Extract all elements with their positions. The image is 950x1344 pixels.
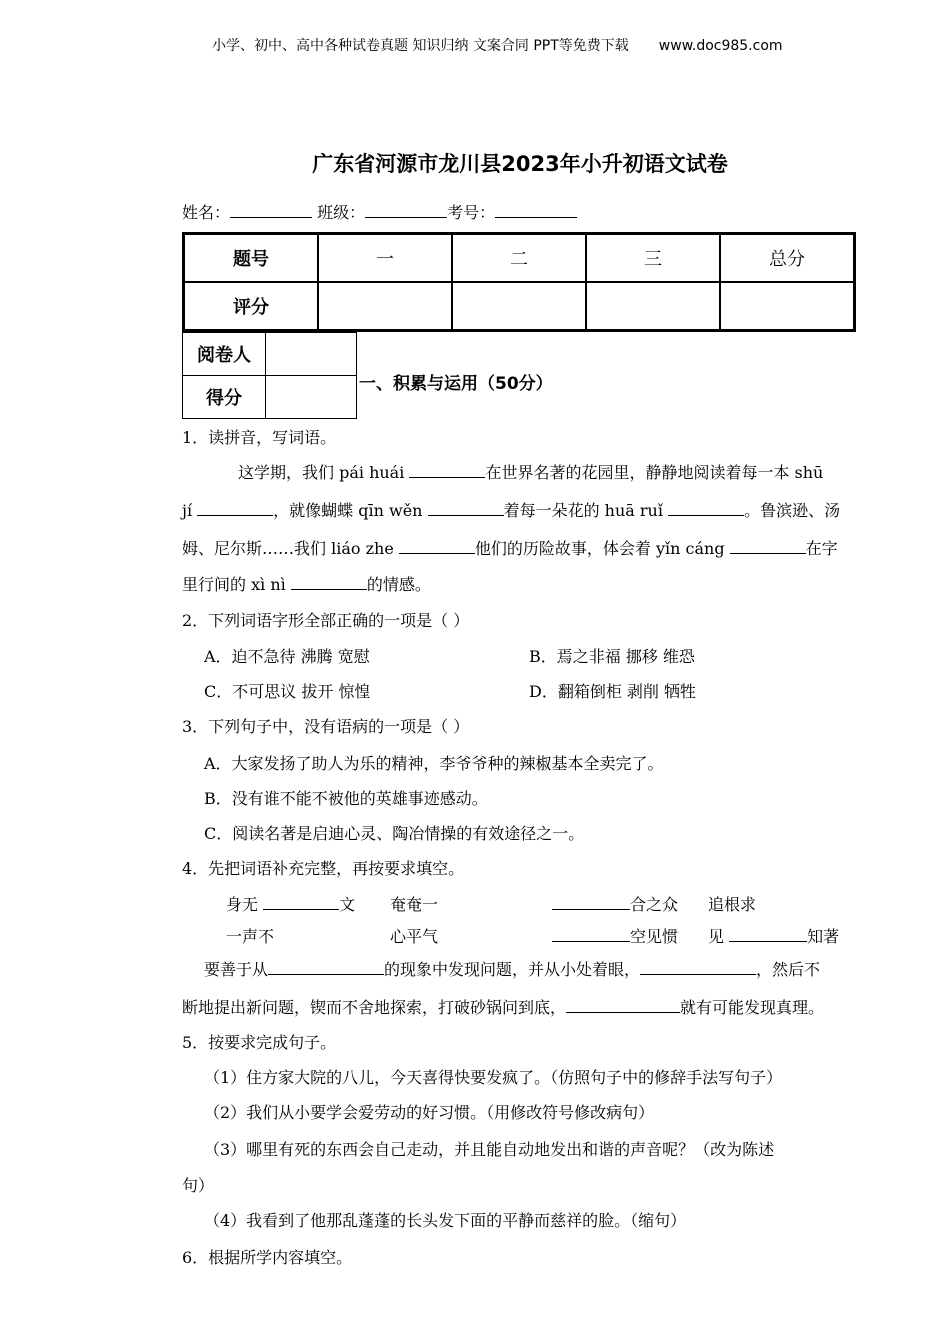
q4-paragraph-line-1: [204, 957, 820, 980]
grader-label: 阅卷人: [183, 333, 266, 376]
grader-score-cell[interactable]: [266, 376, 357, 419]
q4-word: [708, 924, 839, 947]
q4-text: 要善于从: [204, 960, 269, 979]
q4-text: 空见惯: [630, 927, 679, 946]
score-cell[interactable]: [452, 282, 586, 330]
score-header-row: [184, 234, 854, 282]
id-label: 考号：: [447, 203, 496, 222]
q1-text: 在世界名著的花园里，静静地阅读着每一本 shū: [485, 463, 824, 482]
q1-text: 的情感。: [366, 575, 431, 594]
q1-text: jí: [182, 501, 198, 520]
q4-text: 的现象中发现问题，并从小处着眼，: [384, 960, 641, 979]
q5-item-3: （3）哪里有死的东西会自己走动，并且能自动地发出和谐的声音呢？（改为陈述: [204, 1140, 775, 1159]
q1-text: ，就像蝴蝶 qīn wěn: [273, 501, 428, 520]
grader-cell[interactable]: [266, 333, 357, 376]
q5-item-3-cont: 句）: [182, 1176, 215, 1195]
q4-word: [552, 892, 678, 915]
q1-line-2: [182, 498, 840, 521]
q4-text: 知著: [807, 927, 840, 946]
q1-text: 。鲁滨逊、汤: [744, 501, 841, 520]
q2-option-d[interactable]: D．翻箱倒柜 剥削 牺牲: [529, 682, 697, 701]
q4-word: 追根求: [708, 895, 757, 914]
q4-word: [226, 892, 355, 915]
grader-table: [182, 332, 357, 419]
q5-stem: 5．按要求完成句子。: [182, 1033, 337, 1052]
q5-item-4: （4）我看到了他那乱蓬蓬的长头发下面的平静而慈祥的脸。（缩句）: [204, 1211, 687, 1230]
q4-text: 断地提出新问题，锲而不舍地探索，打破砂锅问到底，: [182, 998, 567, 1017]
section-1-title: 一、积累与运用（50分）: [359, 374, 553, 394]
header-text: 小学、初中、高中各种试卷真题 知识归纳 文案合同 PPT等免费下载: [212, 38, 629, 54]
answer-blank[interactable]: [730, 536, 806, 554]
q1-text: 姆、尼尔斯……我们 liáo zhe: [182, 539, 399, 558]
score-label-cell: 评分: [184, 282, 318, 330]
q3-option-a[interactable]: A．大家发扬了助人为乐的精神，李爷爷种的辣椒基本全卖完了。: [204, 754, 664, 773]
name-label: 姓名：: [182, 203, 231, 222]
name-blank[interactable]: [230, 200, 312, 218]
answer-blank[interactable]: [268, 957, 384, 975]
q6-stem: 6．根据所学内容填空。: [182, 1248, 353, 1267]
score-header-cell: 总分: [720, 234, 854, 282]
grader-row: [183, 333, 357, 376]
score-table: [182, 232, 856, 332]
answer-blank[interactable]: [566, 995, 680, 1013]
q4-word: 心平气: [390, 927, 439, 946]
q3-option-c[interactable]: C．阅读名著是启迪心灵、陶冶情操的有效途径之一。: [204, 824, 585, 843]
q4-text: ，然后不: [756, 960, 821, 979]
q3-option-b[interactable]: B．没有谁不能不被他的英雄事迹感动。: [204, 789, 488, 808]
q4-text: 身无: [226, 895, 264, 914]
q2-option-a[interactable]: A．迫不急待 沸腾 宽慰: [204, 647, 370, 666]
answer-blank[interactable]: [428, 498, 504, 516]
header-site: www.doc985.com: [658, 38, 783, 54]
score-cell[interactable]: [586, 282, 720, 330]
q4-text: 就有可能发现真理。: [680, 998, 825, 1017]
q5-item-2: （2）我们从小要学会爱劳动的好习惯。（用修改符号修改病句）: [204, 1103, 655, 1122]
class-blank[interactable]: [365, 200, 447, 218]
q4-word: 奄奄一: [390, 895, 439, 914]
q4-paragraph-line-2: [182, 995, 824, 1018]
q1-line-4: [182, 572, 431, 595]
score-header-cell: 题号: [184, 234, 318, 282]
q1-text: 在字: [805, 539, 838, 558]
answer-blank[interactable]: [640, 957, 756, 975]
q1-text: 着每一朵花的 huā ruǐ: [503, 501, 669, 520]
answer-blank[interactable]: [552, 892, 630, 910]
student-info: [182, 200, 577, 223]
exam-title: 广东省河源市龙川县2023年小升初语文试卷: [312, 152, 728, 176]
class-label: 班级：: [317, 203, 366, 222]
id-blank[interactable]: [495, 200, 577, 218]
q4-text: 合之众: [630, 895, 679, 914]
q1-line-1: [238, 460, 823, 483]
q1-text: 这学期，我们 pái huái: [238, 463, 410, 482]
q4-stem: 4．先把词语补充完整，再按要求填空。: [182, 859, 465, 878]
score-header-cell: 二: [452, 234, 586, 282]
score-cell[interactable]: [318, 282, 452, 330]
q2-option-b[interactable]: B．焉之非福 挪移 维恐: [529, 647, 695, 666]
q1-stem: 1．读拼音，写词语。: [182, 428, 337, 447]
score-row: [184, 282, 854, 330]
grader-score-label: 得分: [183, 376, 266, 419]
q3-stem: 3．下列句子中，没有语病的一项是（ ）: [182, 717, 470, 736]
score-header-cell: 一: [318, 234, 452, 282]
answer-blank[interactable]: [552, 924, 630, 942]
q2-option-c[interactable]: C．不可思议 拔开 惊惶: [204, 682, 371, 701]
score-cell[interactable]: [720, 282, 854, 330]
q5-item-1: （1）住方家大院的八儿，今天喜得快要发疯了。（仿照句子中的修辞手法写句子）: [204, 1068, 783, 1087]
answer-blank[interactable]: [668, 498, 744, 516]
page-header: [212, 35, 783, 55]
answer-blank[interactable]: [729, 924, 807, 942]
answer-blank[interactable]: [197, 498, 273, 516]
q4-text: 文: [339, 895, 356, 914]
q4-text: 见: [708, 927, 730, 946]
grader-score-row: [183, 376, 357, 419]
answer-blank[interactable]: [291, 572, 367, 590]
q4-word: [552, 924, 678, 947]
answer-blank[interactable]: [263, 892, 339, 910]
answer-blank[interactable]: [409, 460, 485, 478]
q4-word: 一声不: [226, 927, 275, 946]
score-header-cell: 三: [586, 234, 720, 282]
q1-text: 他们的历险故事，体会着 yǐn cáng: [474, 539, 730, 558]
q2-stem: 2．下列词语字形全部正确的一项是（ ）: [182, 611, 470, 630]
q1-line-3: [182, 536, 838, 559]
answer-blank[interactable]: [399, 536, 475, 554]
q1-text: 里行间的 xì nì: [182, 575, 291, 594]
